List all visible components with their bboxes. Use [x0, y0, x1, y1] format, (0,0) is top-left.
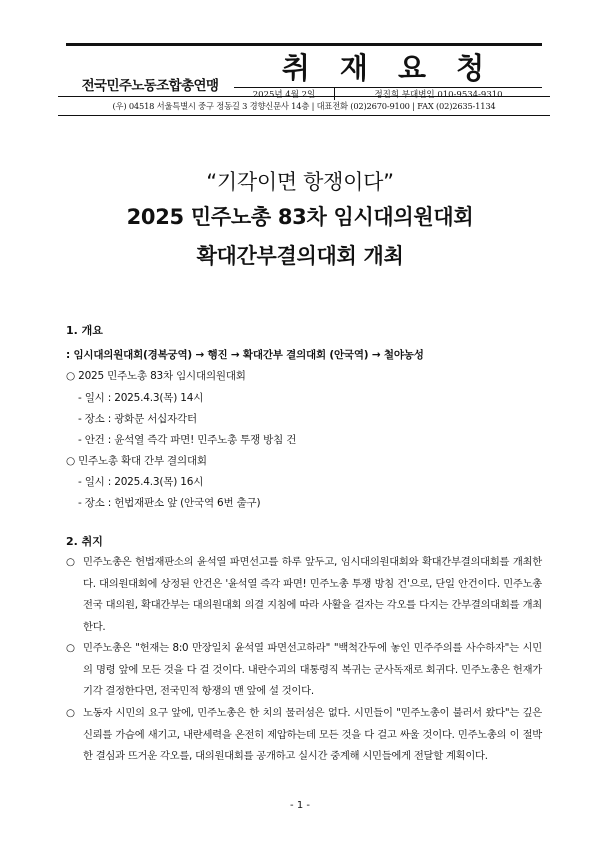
- headline-quote: “기각이면 항쟁이다”: [206, 170, 394, 194]
- document-type-title: 취 재 요 청: [281, 51, 495, 85]
- letterhead: [66, 43, 542, 116]
- overview-summary: : 임시대의원대회(경복궁역) → 행진 → 확대간부 결의대회 (안국역) → 철야농성: [66, 349, 424, 361]
- list-item: - 장소 : 헌법재판소 앞 (안국역 6번 출구): [78, 497, 261, 509]
- organization-name: 전국민주노동조합총연맹: [81, 78, 219, 94]
- purpose-paragraph: ○ 민주노총은 "헌재는 8:0 만장일치 윤석열 파면선고하라" "백척간두에 놓인 민주주의를 사수하자"는 시민의 명령 앞에 모든 것을 다 걸 것이다. 내란수괴의 대통령직 복귀는 군사독재로 회귀다. 민주노총은 헌재가 기각 결정한다면, 전국민적 항쟁의 맨 앞에 설 것이다.: [66, 642, 542, 698]
- purpose-paragraph: ○ 민주노총은 헌법재판소의 윤석열 파면선고를 하루 앞두고, 임시대의원대회와 확대간부결의대회를 개최한다. 대의원대회에 상정된 안건은 '윤석열 즉각 파면! 민주노총 투쟁 방침 건'으로, 단일 안건이다. 민주노총 전국 대의원, 확대간부는 대의원대회 의결 지침에 따라 사활을 걸자는 각오를 다지는 간부결의대회를 개최한다.: [66, 556, 542, 634]
- purpose-paragraph: ○ 노동자 시민의 요구 앞에, 민주노총은 한 치의 물러섬은 없다. 시민들이 "민주노총이 불러서 왔다"는 깊은 신뢰를 가슴에 새기고, 내란세력을 온전히 제압하는데 모든 것을 다 걸고 싸울 것이다. 민주노총의 이 절박한 결심과 뜨거운 각오를, 대의원대회를 공개하고 실시간 중계해 시민들에게 전달할 계획이다.: [66, 707, 542, 763]
- section-heading-overview: 1. 개요: [66, 324, 103, 337]
- list-item: - 일시 : 2025.4.3(목) 16시: [78, 476, 204, 488]
- list-item: - 장소 : 광화문 서십자각터: [78, 413, 197, 425]
- list-item: - 안건 : 윤석열 즉각 파면! 민주노총 투쟁 방침 건: [78, 434, 297, 446]
- address-bar: (우) 04518 서울특별시 중구 정동길 3 경향신문사 14층 | 대표전화 (02)2670-9100 | FAX (02)2635-1134: [58, 96, 550, 116]
- list-item: ○ 2025 민주노총 83차 임시대의원대회: [66, 370, 246, 382]
- page-number: - 1 -: [290, 800, 310, 811]
- headline-main: 2025 민주노총 83차 임시대의원대회: [126, 205, 474, 229]
- list-item: - 일시 : 2025.4.3(목) 14시: [78, 392, 204, 404]
- release-date: 2025년 4월 2일: [234, 88, 335, 100]
- contact-person: 정진희 부대변인 010-9534-9310: [374, 90, 503, 100]
- list-item: ○ 민주노총 확대 간부 결의대회: [66, 455, 207, 467]
- section-heading-purpose: 2. 취지: [66, 535, 103, 548]
- headline-sub: 확대간부결의대회 개최: [196, 244, 404, 268]
